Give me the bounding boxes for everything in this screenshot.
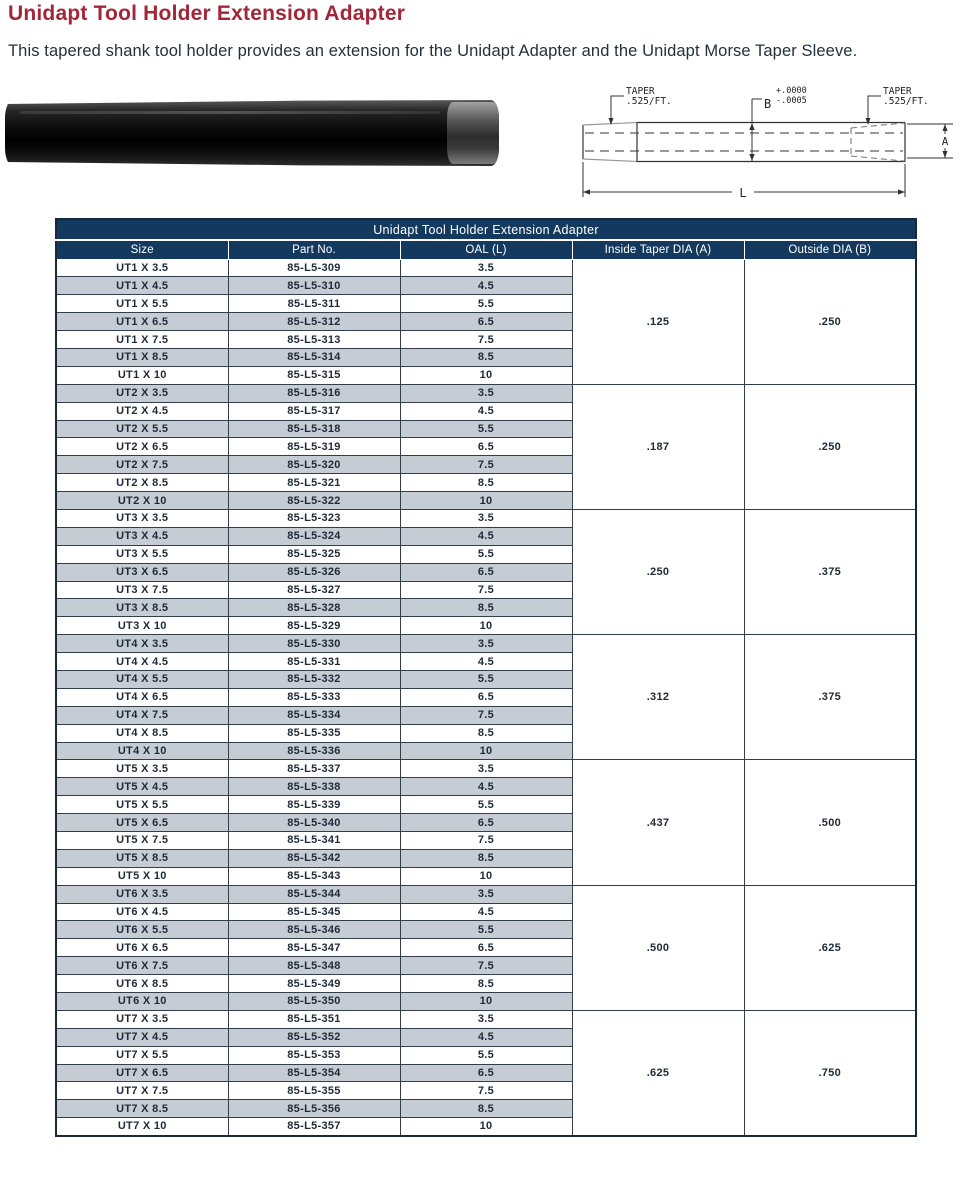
oal-cell: 5.5 [400, 420, 572, 438]
page-subtitle: This tapered shank tool holder provides an extension for the Unidapt Adapter and the Unidapt Morse Taper Sleeve. [8, 42, 858, 60]
part-no-cell: 85-L5-322 [228, 492, 400, 510]
part-no-cell: 85-L5-335 [228, 724, 400, 742]
internal-taper-hidden-lines [851, 123, 904, 161]
size-cell: UT1 X 8.5 [56, 348, 228, 366]
oal-cell: 7.5 [400, 456, 572, 474]
size-cell: UT4 X 7.5 [56, 706, 228, 724]
part-no-cell: 85-L5-341 [228, 832, 400, 850]
size-cell: UT4 X 10 [56, 742, 228, 760]
table-header-row [56, 240, 916, 259]
size-cell: UT1 X 6.5 [56, 313, 228, 331]
dim-a-label: A [941, 135, 949, 148]
oal-cell: 7.5 [400, 957, 572, 975]
size-cell: UT3 X 8.5 [56, 599, 228, 617]
part-no-cell: 85-L5-354 [228, 1064, 400, 1082]
part-no-cell: 85-L5-328 [228, 599, 400, 617]
rod-body [5, 100, 499, 166]
size-cell: UT3 X 10 [56, 617, 228, 635]
oal-cell: 6.5 [400, 313, 572, 331]
oal-cell: 3.5 [400, 384, 572, 402]
size-cell: UT4 X 3.5 [56, 635, 228, 653]
spec-table-body [56, 259, 916, 1136]
size-cell: UT4 X 5.5 [56, 670, 228, 688]
oal-cell: 7.5 [400, 581, 572, 599]
size-cell: UT4 X 6.5 [56, 688, 228, 706]
oal-cell: 5.5 [400, 670, 572, 688]
outside-dia-cell: .375 [744, 509, 916, 634]
part-no-cell: 85-L5-343 [228, 867, 400, 885]
table-row [56, 509, 916, 527]
part-no-cell: 85-L5-357 [228, 1118, 400, 1136]
size-cell: UT6 X 4.5 [56, 903, 228, 921]
oal-cell: 8.5 [400, 975, 572, 993]
oal-cell: 4.5 [400, 653, 572, 671]
dim-l [583, 162, 905, 200]
oal-cell: 10 [400, 492, 572, 510]
table-row [56, 1010, 916, 1028]
part-no-cell: 85-L5-334 [228, 706, 400, 724]
centerlines [585, 133, 903, 151]
oal-cell: 5.5 [400, 796, 572, 814]
oal-cell: 8.5 [400, 724, 572, 742]
part-no-cell: 85-L5-317 [228, 402, 400, 420]
part-no-cell: 85-L5-309 [228, 259, 400, 277]
size-cell: UT6 X 10 [56, 993, 228, 1011]
part-no-cell: 85-L5-310 [228, 277, 400, 295]
size-cell: UT4 X 4.5 [56, 653, 228, 671]
size-cell: UT6 X 6.5 [56, 939, 228, 957]
size-cell: UT2 X 3.5 [56, 384, 228, 402]
oal-cell: 7.5 [400, 331, 572, 349]
part-no-cell: 85-L5-321 [228, 474, 400, 492]
part-no-cell: 85-L5-347 [228, 939, 400, 957]
outside-dia-cell: .750 [744, 1010, 916, 1135]
oal-cell: 10 [400, 742, 572, 760]
size-cell: UT1 X 3.5 [56, 259, 228, 277]
table-row [56, 760, 916, 778]
size-cell: UT2 X 4.5 [56, 402, 228, 420]
part-no-cell: 85-L5-329 [228, 617, 400, 635]
size-cell: UT6 X 3.5 [56, 885, 228, 903]
oal-cell: 10 [400, 867, 572, 885]
oal-cell: 5.5 [400, 295, 572, 313]
inside-taper-dia-cell: .625 [572, 1010, 744, 1135]
size-cell: UT5 X 8.5 [56, 849, 228, 867]
size-cell: UT1 X 10 [56, 366, 228, 384]
part-no-cell: 85-L5-351 [228, 1010, 400, 1028]
size-cell: UT7 X 6.5 [56, 1064, 228, 1082]
part-no-cell: 85-L5-337 [228, 760, 400, 778]
oal-cell: 3.5 [400, 259, 572, 277]
size-cell: UT6 X 7.5 [56, 957, 228, 975]
oal-cell: 7.5 [400, 706, 572, 724]
table-row [56, 384, 916, 402]
size-cell: UT2 X 10 [56, 492, 228, 510]
column-header-inside-taper-dia: Inside Taper DIA (A) [572, 240, 744, 259]
size-cell: UT5 X 3.5 [56, 760, 228, 778]
part-no-cell: 85-L5-330 [228, 635, 400, 653]
inside-taper-dia-cell: .500 [572, 885, 744, 1010]
column-header-oal: OAL (L) [400, 240, 572, 259]
part-no-cell: 85-L5-316 [228, 384, 400, 402]
inside-taper-dia-cell: .312 [572, 635, 744, 760]
oal-cell: 5.5 [400, 1046, 572, 1064]
rod-highlight [20, 111, 440, 114]
part-no-cell: 85-L5-352 [228, 1028, 400, 1046]
size-cell: UT2 X 7.5 [56, 456, 228, 474]
part-no-cell: 85-L5-319 [228, 438, 400, 456]
oal-cell: 6.5 [400, 563, 572, 581]
page-title: Unidapt Tool Holder Extension Adapter [8, 2, 406, 25]
oal-cell: 10 [400, 366, 572, 384]
part-no-cell: 85-L5-346 [228, 921, 400, 939]
outside-dia-cell: .250 [744, 384, 916, 509]
size-cell: UT5 X 5.5 [56, 796, 228, 814]
oal-cell: 4.5 [400, 1028, 572, 1046]
oal-cell: 6.5 [400, 1064, 572, 1082]
column-header-part-no: Part No. [228, 240, 400, 259]
oal-cell: 8.5 [400, 599, 572, 617]
part-no-cell: 85-L5-353 [228, 1046, 400, 1064]
inside-taper-dia-cell: .125 [572, 259, 744, 384]
part-no-cell: 85-L5-348 [228, 957, 400, 975]
oal-cell: 7.5 [400, 832, 572, 850]
spec-table-container [55, 218, 917, 1137]
oal-cell: 3.5 [400, 885, 572, 903]
part-no-cell: 85-L5-327 [228, 581, 400, 599]
oal-cell: 5.5 [400, 545, 572, 563]
part-no-cell: 85-L5-333 [228, 688, 400, 706]
table-title: Unidapt Tool Holder Extension Adapter [56, 219, 916, 240]
oal-cell: 6.5 [400, 688, 572, 706]
inside-taper-dia-cell: .250 [572, 509, 744, 634]
size-cell: UT5 X 7.5 [56, 832, 228, 850]
oal-cell: 10 [400, 993, 572, 1011]
part-no-cell: 85-L5-325 [228, 545, 400, 563]
size-cell: UT2 X 5.5 [56, 420, 228, 438]
size-cell: UT2 X 6.5 [56, 438, 228, 456]
size-cell: UT4 X 8.5 [56, 724, 228, 742]
oal-cell: 6.5 [400, 438, 572, 456]
oal-cell: 8.5 [400, 474, 572, 492]
part-no-cell: 85-L5-338 [228, 778, 400, 796]
column-header-outside-dia: Outside DIA (B) [744, 240, 916, 259]
part-no-cell: 85-L5-313 [228, 331, 400, 349]
oal-cell: 5.5 [400, 921, 572, 939]
part-no-cell: 85-L5-318 [228, 420, 400, 438]
oal-cell: 6.5 [400, 939, 572, 957]
size-cell: UT3 X 5.5 [56, 545, 228, 563]
part-no-cell: 85-L5-344 [228, 885, 400, 903]
taper-right-line2: .525/FT. [883, 96, 929, 107]
oal-cell: 4.5 [400, 903, 572, 921]
taper-label-left [609, 86, 672, 125]
oal-cell: 8.5 [400, 348, 572, 366]
part-no-cell: 85-L5-320 [228, 456, 400, 474]
taper-label-right [866, 86, 929, 125]
outside-dia-cell: .500 [744, 760, 916, 885]
part-no-cell: 85-L5-349 [228, 975, 400, 993]
size-cell: UT7 X 3.5 [56, 1010, 228, 1028]
inside-taper-dia-cell: .187 [572, 384, 744, 509]
size-cell: UT6 X 8.5 [56, 975, 228, 993]
dim-b-tol-minus: -.0005 [776, 96, 807, 106]
size-cell: UT3 X 3.5 [56, 509, 228, 527]
size-cell: UT1 X 7.5 [56, 331, 228, 349]
oal-cell: 4.5 [400, 277, 572, 295]
part-no-cell: 85-L5-340 [228, 814, 400, 832]
oal-cell: 8.5 [400, 849, 572, 867]
size-cell: UT1 X 5.5 [56, 295, 228, 313]
dim-b-tol-plus: +.0000 [776, 86, 807, 96]
spec-table [55, 218, 917, 1137]
part-no-cell: 85-L5-323 [228, 509, 400, 527]
taper-left-line1: TAPER [626, 86, 655, 97]
oal-cell: 4.5 [400, 778, 572, 796]
table-row [56, 259, 916, 277]
column-header-size: Size [56, 240, 228, 259]
outside-dia-cell: .625 [744, 885, 916, 1010]
size-cell: UT5 X 4.5 [56, 778, 228, 796]
size-cell: UT7 X 5.5 [56, 1046, 228, 1064]
table-row [56, 885, 916, 903]
size-cell: UT1 X 4.5 [56, 277, 228, 295]
table-row [56, 635, 916, 653]
inside-taper-dia-cell: .437 [572, 760, 744, 885]
part-no-cell: 85-L5-355 [228, 1082, 400, 1100]
outside-dia-cell: .375 [744, 635, 916, 760]
dim-a [907, 124, 953, 158]
size-cell: UT7 X 10 [56, 1118, 228, 1136]
dim-b-label: B [764, 97, 772, 111]
product-photo [5, 100, 499, 166]
size-cell: UT3 X 7.5 [56, 581, 228, 599]
size-cell: UT3 X 4.5 [56, 527, 228, 545]
size-cell: UT5 X 10 [56, 867, 228, 885]
oal-cell: 10 [400, 1118, 572, 1136]
oal-cell: 3.5 [400, 635, 572, 653]
oal-cell: 3.5 [400, 1010, 572, 1028]
size-cell: UT7 X 8.5 [56, 1100, 228, 1118]
oal-cell: 4.5 [400, 402, 572, 420]
oal-cell: 3.5 [400, 760, 572, 778]
part-no-cell: 85-L5-332 [228, 670, 400, 688]
part-no-cell: 85-L5-336 [228, 742, 400, 760]
part-no-cell: 85-L5-312 [228, 313, 400, 331]
size-cell: UT7 X 4.5 [56, 1028, 228, 1046]
rod-tip [447, 102, 499, 164]
taper-left-line2: .525/FT. [626, 96, 672, 107]
part-no-cell: 85-L5-314 [228, 348, 400, 366]
table-title-row [56, 219, 916, 240]
part-no-cell: 85-L5-339 [228, 796, 400, 814]
oal-cell: 8.5 [400, 1100, 572, 1118]
oal-cell: 6.5 [400, 814, 572, 832]
size-cell: UT3 X 6.5 [56, 563, 228, 581]
oal-cell: 4.5 [400, 527, 572, 545]
oal-cell: 10 [400, 617, 572, 635]
part-outline [583, 123, 905, 162]
technical-drawing [570, 80, 970, 210]
size-cell: UT7 X 7.5 [56, 1082, 228, 1100]
size-cell: UT6 X 5.5 [56, 921, 228, 939]
part-no-cell: 85-L5-350 [228, 993, 400, 1011]
oal-cell: 7.5 [400, 1082, 572, 1100]
dim-b [749, 86, 806, 161]
part-no-cell: 85-L5-356 [228, 1100, 400, 1118]
dim-l-label: L [739, 186, 747, 200]
part-no-cell: 85-L5-311 [228, 295, 400, 313]
taper-right-line1: TAPER [883, 86, 912, 97]
oal-cell: 3.5 [400, 509, 572, 527]
part-no-cell: 85-L5-342 [228, 849, 400, 867]
part-no-cell: 85-L5-315 [228, 366, 400, 384]
size-cell: UT2 X 8.5 [56, 474, 228, 492]
size-cell: UT5 X 6.5 [56, 814, 228, 832]
part-no-cell: 85-L5-331 [228, 653, 400, 671]
part-no-cell: 85-L5-324 [228, 527, 400, 545]
part-no-cell: 85-L5-345 [228, 903, 400, 921]
part-no-cell: 85-L5-326 [228, 563, 400, 581]
outside-dia-cell: .250 [744, 259, 916, 384]
